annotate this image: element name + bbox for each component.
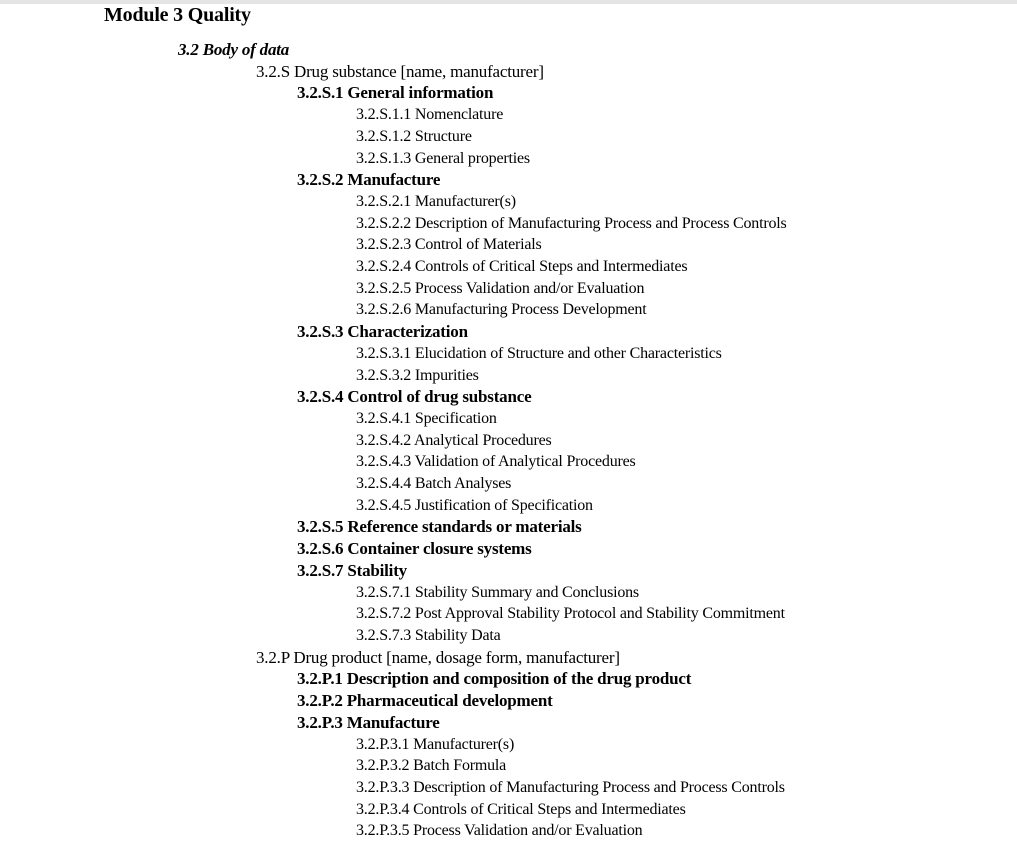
toc-line: 3.2.S.5 Reference standards or materials [297,517,582,537]
toc-line: 3.2.S Drug substance [name, manufacturer] [256,61,544,81]
toc-line: 3.2.P.3.1 Manufacturer(s) [356,735,515,753]
toc-line: 3.2.S.2.5 Process Validation and/or Evaluation [356,279,645,297]
toc-line: 3.2.S.3.2 Impurities [356,366,479,384]
toc-line: 3.2.S.1 General information [297,83,494,103]
toc-line: 3.2.S.2 Manufacture [297,170,441,190]
toc-line: 3.2.S.2.4 Controls of Critical Steps and Intermediates [356,258,688,276]
toc-line: 3.2.S.7.3 Stability Data [356,626,501,644]
toc-line: 3.2.S.4 Control of drug substance [297,387,532,407]
toc-line: 3.2.P.3 Manufacture [297,712,440,732]
toc-line: 3.2.S.7 Stability [297,560,407,580]
toc-line: 3.2.S.2.1 Manufacturer(s) [356,192,516,210]
toc-line: 3.2.P.3.5 Process Validation and/or Evaluation [356,822,643,840]
toc-line: 3.2.S.2.3 Control of Materials [356,236,542,254]
toc-line: 3.2.S.3 Characterization [297,322,468,342]
toc-line: 3.2.P.3.2 Batch Formula [356,757,507,775]
toc-line: 3.2.S.4.3 Validation of Analytical Procedures [356,453,636,471]
toc-list [0,39,1017,842]
toc-line: 3.2.P.1 Description and composition of the drug product [297,669,692,689]
toc-line: 3.2.P.3.3 Description of Manufacturing Process and Process Controls [356,778,785,796]
toc-line: 3.2.S.3.1 Elucidation of Structure and other Characteristics [356,344,722,362]
toc-line: 3.2.S.2.6 Manufacturing Process Development [356,301,647,319]
toc-line: 3.2.P Drug product [name, dosage form, manufacturer] [256,647,620,667]
toc-line: 3.2.P.2 Pharmaceutical development [297,691,553,711]
toc-line: 3.2.P.3.4 Controls of Critical Steps and Intermediates [356,800,686,818]
toc-line: 3.2.S.1.2 Structure [356,127,472,145]
toc-line: 3.2.S.1.3 General properties [356,149,530,167]
toc-line: 3.2.S.1.1 Nomenclature [356,106,504,124]
toc-line: 3.2.S.2.2 Description of Manufacturing Process and Process Controls [356,214,787,232]
toc-line: 3.2.S.4.1 Specification [356,409,497,427]
toc-line: 3.2.S.4.4 Batch Analyses [356,475,512,493]
toc-line: 3.2.S.6 Container closure systems [297,539,532,559]
toc-line: 3.2.S.4.5 Justification of Specification [356,496,593,514]
toc-line: 3.2 Body of data [178,40,290,59]
document-title: Module 3 Quality [104,4,251,26]
toc-line: 3.2.S.4.2 Analytical Procedures [356,431,552,449]
toc-line: 3.2.S.7.1 Stability Summary and Conclusions [356,583,639,601]
toc-line: 3.2.S.7.2 Post Approval Stability Protocol and Stability Commitment [356,605,785,623]
